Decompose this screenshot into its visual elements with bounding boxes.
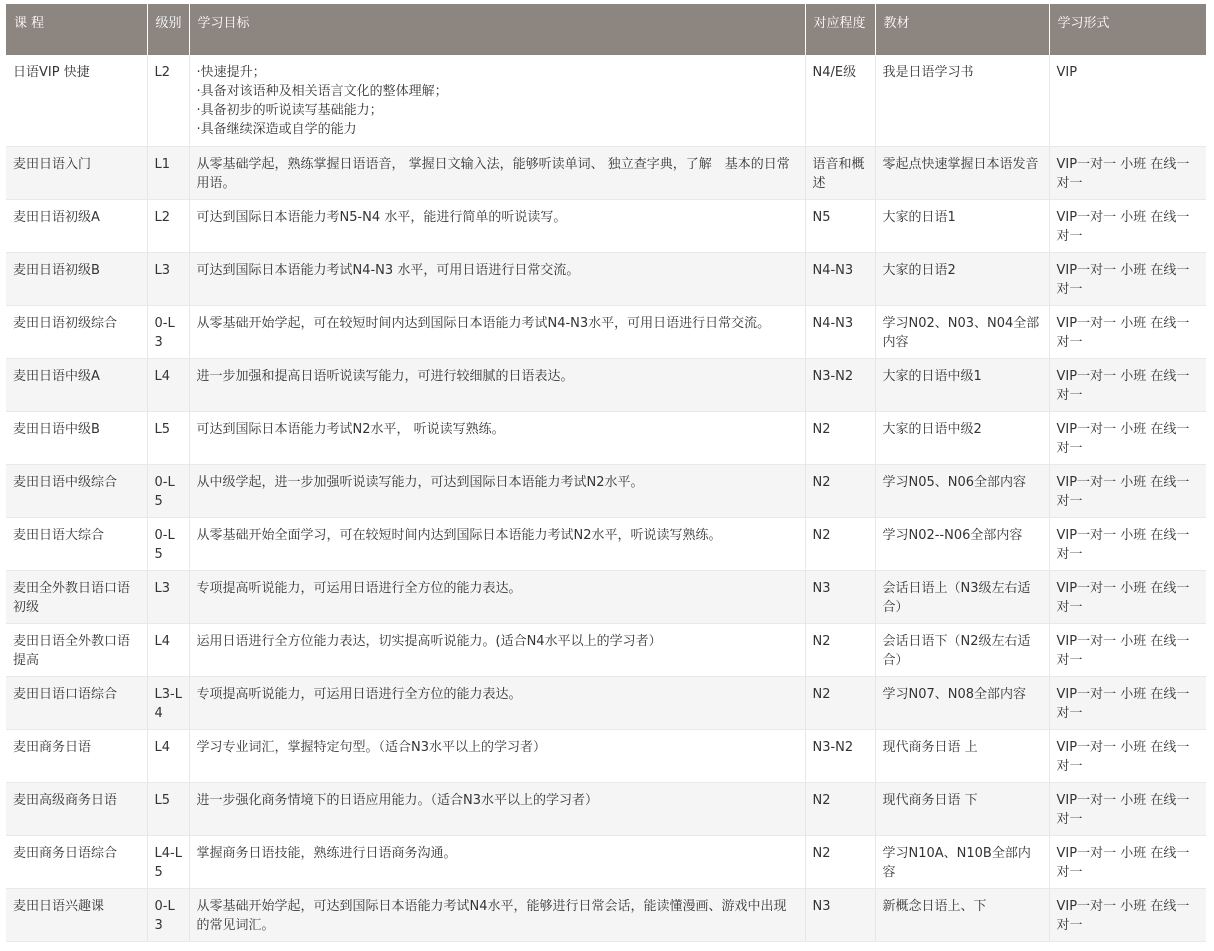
course-level: L2 [147,200,189,253]
course-format: VIP一对一 小班 在线一对一 [1049,571,1206,624]
table-row [6,836,1206,889]
course-format: VIP一对一 小班 在线一对一 [1049,783,1206,836]
course-name: 麦田高级商务日语 [6,783,147,836]
header-degree: 对应程度 [805,4,875,55]
course-degree: N3 [805,889,875,942]
course-level: 0-L3 [147,306,189,359]
goal-line: ·具备继续深造或自学的能力 [196,122,357,137]
course-level: L4-L5 [147,836,189,889]
course-textbook: 大家的日语1 [875,200,1049,253]
course-textbook: 学习N02--N06全部内容 [875,518,1049,571]
course-level: 0-L3 [147,889,189,942]
course-degree: N3 [805,571,875,624]
course-textbook: 新概念日语上、下 [875,889,1049,942]
course-goal: 专项提高听说能力，可运用日语进行全方位的能力表达。 [189,571,805,624]
course-textbook: 大家的日语2 [875,253,1049,306]
course-name: 麦田商务日语 [6,730,147,783]
table-row [6,783,1206,836]
goal-line: ·具备对该语种及相关语言文化的整体理解； [196,84,448,99]
course-degree: N2 [805,518,875,571]
table-body [6,55,1206,942]
course-format: VIP一对一 小班 在线一对一 [1049,889,1206,942]
course-table-container [6,4,1206,942]
course-level: L5 [147,783,189,836]
course-name: 麦田日语中级B [6,412,147,465]
table-row [6,412,1206,465]
course-name: 麦田日语全外教口语提高 [6,624,147,677]
course-degree: N2 [805,836,875,889]
table-row [6,624,1206,677]
course-goal: 可达到国际日本语能力考试N2水平， 听说读写熟练。 [189,412,805,465]
course-goal: 掌握商务日语技能，熟练进行日语商务沟通。 [189,836,805,889]
course-level: L3 [147,253,189,306]
header-course: 课 程 [6,4,147,55]
course-goal: 运用日语进行全方位能力表达，切实提高听说能力。(适合N4水平以上的学习者） [189,624,805,677]
course-format: VIP一对一 小班 在线一对一 [1049,412,1206,465]
table-row [6,677,1206,730]
course-degree: 语音和概述 [805,147,875,200]
table-row [6,730,1206,783]
course-degree: N4-N3 [805,306,875,359]
course-level: 0-L5 [147,518,189,571]
course-textbook: 零起点快速掌握日本语发音 [875,147,1049,200]
course-level: 0-L5 [147,465,189,518]
course-textbook: 我是日语学习书 [875,55,1049,147]
header-level: 级别 [147,4,189,55]
course-textbook: 学习N10A、N10B全部内容 [875,836,1049,889]
course-goal: 从零基础开始学起，可达到国际日本语能力考试N4水平，能够进行日常会话，能读懂漫画、游戏中出现的常见词汇。 [189,889,805,942]
course-table [6,4,1206,942]
table-row [6,253,1206,306]
course-format: VIP一对一 小班 在线一对一 [1049,677,1206,730]
header-textbook: 教材 [875,4,1049,55]
course-textbook: 大家的日语中级2 [875,412,1049,465]
header-goal: 学习目标 [189,4,805,55]
course-textbook: 学习N02、N03、N04全部内容 [875,306,1049,359]
course-goal: 从中级学起，进一步加强听说读写能力，可达到国际日本语能力考试N2水平。 [189,465,805,518]
course-format: VIP一对一 小班 在线一对一 [1049,624,1206,677]
course-name: 麦田全外教日语口语初级 [6,571,147,624]
course-goal: 专项提高听说能力，可运用日语进行全方位的能力表达。 [189,677,805,730]
course-degree: N4-N3 [805,253,875,306]
course-name: 麦田日语入门 [6,147,147,200]
table-row [6,306,1206,359]
course-goal: 从零基础开始学起，可在较短时间内达到国际日本语能力考试N4-N3水平，可用日语进行日常交流。 [189,306,805,359]
course-format: VIP一对一 小班 在线一对一 [1049,836,1206,889]
goal-line: ·具备初步的听说读写基础能力； [196,103,383,118]
course-format: VIP一对一 小班 在线一对一 [1049,730,1206,783]
table-header [6,4,1206,55]
course-name: 麦田日语初级A [6,200,147,253]
course-name: 日语VIP 快捷 [6,55,147,147]
course-format: VIP一对一 小班 在线一对一 [1049,200,1206,253]
course-degree: N3-N2 [805,359,875,412]
course-goal: 从零基础学起，熟练掌握日语语音， 掌握日文输入法，能够听读单词、 独立查字典，了解 基本的日常用语。 [189,147,805,200]
course-format: VIP [1049,55,1206,147]
course-goal: 可达到国际日本语能力考试N4-N3 水平，可用日语进行日常交流。 [189,253,805,306]
course-degree: N2 [805,677,875,730]
course-name: 麦田日语初级B [6,253,147,306]
course-degree: N2 [805,465,875,518]
course-name: 麦田日语大综合 [6,518,147,571]
course-textbook: 会话日语上（N3级左右适合） [875,571,1049,624]
course-name: 麦田日语中级A [6,359,147,412]
course-level: L4 [147,624,189,677]
course-format: VIP一对一 小班 在线一对一 [1049,147,1206,200]
course-name: 麦田日语口语综合 [6,677,147,730]
course-degree: N5 [805,200,875,253]
course-goal: 可达到国际日本语能力考N5-N4 水平，能进行简单的听说读写。 [189,200,805,253]
course-format: VIP一对一 小班 在线一对一 [1049,518,1206,571]
course-degree: N2 [805,412,875,465]
course-goal: 进一步加强和提高日语听说读写能力，可进行较细腻的日语表达。 [189,359,805,412]
course-format: VIP一对一 小班 在线一对一 [1049,465,1206,518]
table-row [6,465,1206,518]
table-row [6,147,1206,200]
course-goal [189,55,805,147]
course-level: L1 [147,147,189,200]
course-level: L2 [147,55,189,147]
course-level: L4 [147,359,189,412]
course-goal: 学习专业词汇，掌握特定句型。（适合N3水平以上的学习者） [189,730,805,783]
table-row [6,571,1206,624]
course-level: L4 [147,730,189,783]
course-name: 麦田商务日语综合 [6,836,147,889]
course-textbook: 学习N05、N06全部内容 [875,465,1049,518]
course-textbook: 现代商务日语 上 [875,730,1049,783]
table-row [6,200,1206,253]
course-textbook: 学习N07、N08全部内容 [875,677,1049,730]
course-level: L3-L4 [147,677,189,730]
course-goal: 进一步强化商务情境下的日语应用能力。（适合N3水平以上的学习者） [189,783,805,836]
course-textbook: 大家的日语中级1 [875,359,1049,412]
course-degree: N2 [805,783,875,836]
table-row [6,55,1206,147]
course-textbook: 现代商务日语 下 [875,783,1049,836]
course-name: 麦田日语兴趣课 [6,889,147,942]
table-row [6,889,1206,942]
table-row [6,518,1206,571]
course-degree: N4/E级 [805,55,875,147]
course-format: VIP一对一 小班 在线一对一 [1049,253,1206,306]
course-textbook: 会话日语下（N2级左右适合） [875,624,1049,677]
course-level: L5 [147,412,189,465]
table-row [6,359,1206,412]
course-format: VIP一对一 小班 在线一对一 [1049,359,1206,412]
course-format: VIP一对一 小班 在线一对一 [1049,306,1206,359]
course-degree: N2 [805,624,875,677]
goal-line: ·快速提升； [196,65,266,80]
course-name: 麦田日语初级综合 [6,306,147,359]
header-row [6,4,1206,55]
course-name: 麦田日语中级综合 [6,465,147,518]
course-level: L3 [147,571,189,624]
header-format: 学习形式 [1049,4,1206,55]
course-degree: N3-N2 [805,730,875,783]
course-goal: 从零基础开始全面学习，可在较短时间内达到国际日本语能力考试N2水平，听说读写熟练。 [189,518,805,571]
